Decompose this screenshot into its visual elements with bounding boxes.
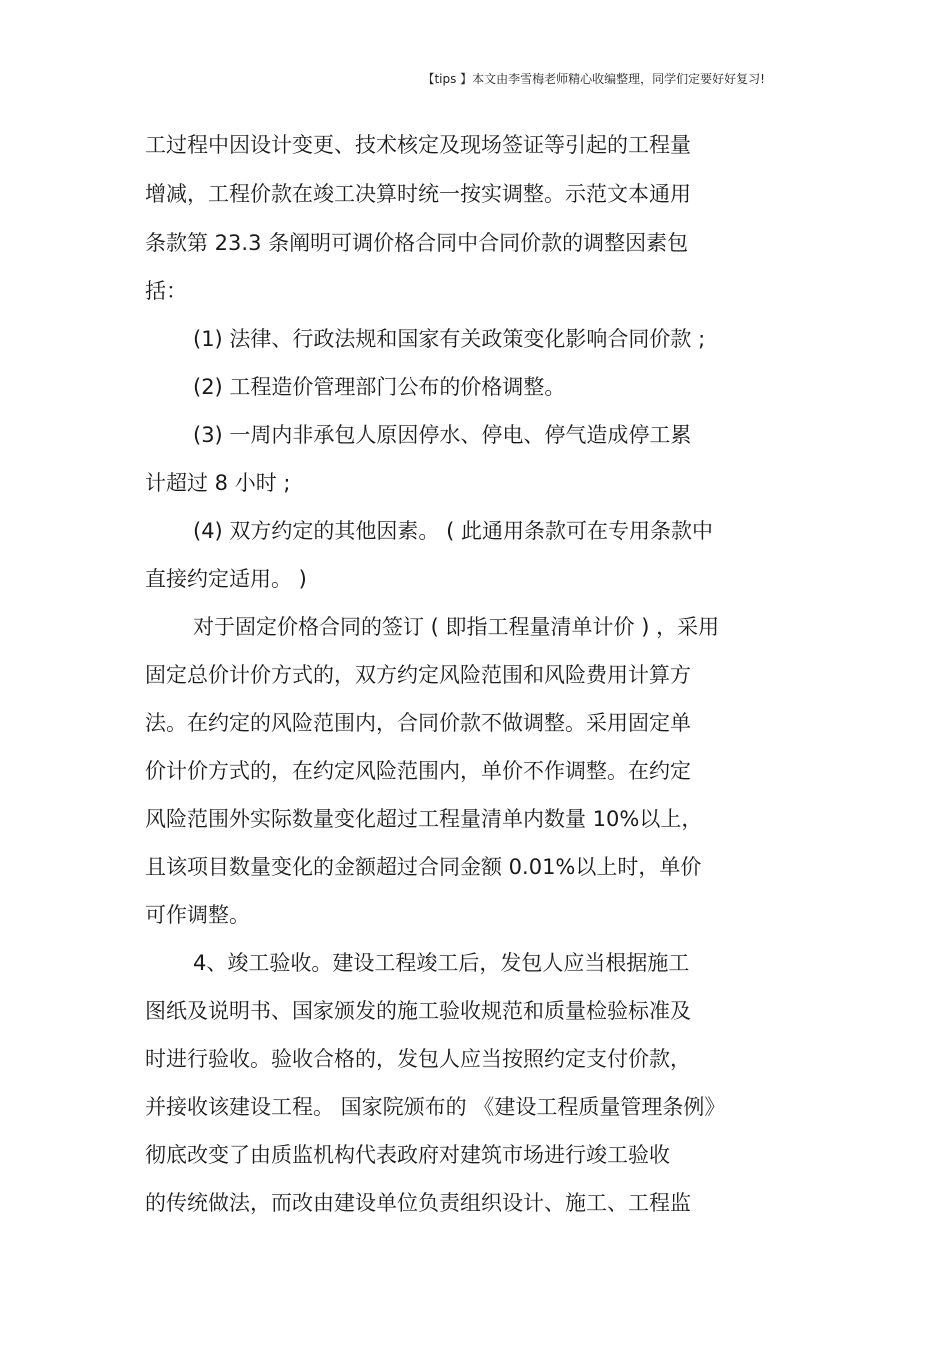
header-tip: 【tips 】本文由李雪梅老师精心收编整理，同学们定要好好复习! [422,72,765,86]
list-item: (1) 法律、行政法规和国家有关政策变化影响合同价款 ; [193,327,706,351]
paragraph-line: 条款第 23.3 条阐明可调价格合同中合同价款的调整因素包 [145,231,689,255]
paragraph-line: 直接约定适用。 ) [145,567,307,591]
list-item: (3) 一周内非承包人原因停水、停电、停气造成停工累 [193,423,692,447]
paragraph-line: 可作调整。 [145,903,250,927]
paragraph-line: 且该项目数量变化的金额超过合同金额 0.01%以上时，单价 [145,855,702,879]
paragraph-line: 增减，工程价款在竣工决算时统一按实调整。示范文本通用 [145,182,691,206]
paragraph-line: 固定总价计价方式的，双方约定风险范围和风险费用计算方 [145,663,691,687]
list-item: (4) 双方约定的其他因素。 ( 此通用条款可在专用条款中 [193,519,713,543]
list-item: (2) 工程造价管理部门公布的价格调整。 [193,375,566,399]
paragraph-line: 法。在约定的风险范围内，合同价款不做调整。采用固定单 [145,711,691,735]
paragraph-line: 计超过 8 小时 ; [145,471,291,495]
paragraph-line: 风险范围外实际数量变化超过工程量清单内数量 10%以上， [145,807,703,831]
paragraph-line: 的传统做法，而改由建设单位负责组织设计、施工、工程监 [145,1191,691,1215]
paragraph-line: 括： [145,279,187,303]
paragraph-line: 并接收该建设工程。 国家院颁布的 《建设工程质量管理条例》 [145,1095,726,1119]
paragraph-line: 彻底改变了由质监机构代表政府对建筑市场进行竣工验收 [145,1143,670,1167]
paragraph-line: 4、竣工验收。建设工程竣工后，发包人应当根据施工 [193,951,690,975]
paragraph-line: 价计价方式的，在约定风险范围内，单价不作调整。在约定 [145,759,691,783]
paragraph-line: 图纸及说明书、国家颁发的施工验收规范和质量检验标准及 [145,999,691,1023]
paragraph-line: 对于固定价格合同的签订 ( 即指工程量清单计价 ) ，采用 [193,615,720,639]
paragraph-line: 时进行验收。验收合格的，发包人应当按照约定支付价款， [145,1047,691,1071]
paragraph-line: 工过程中因设计变更、技术核定及现场签证等引起的工程量 [145,133,691,157]
